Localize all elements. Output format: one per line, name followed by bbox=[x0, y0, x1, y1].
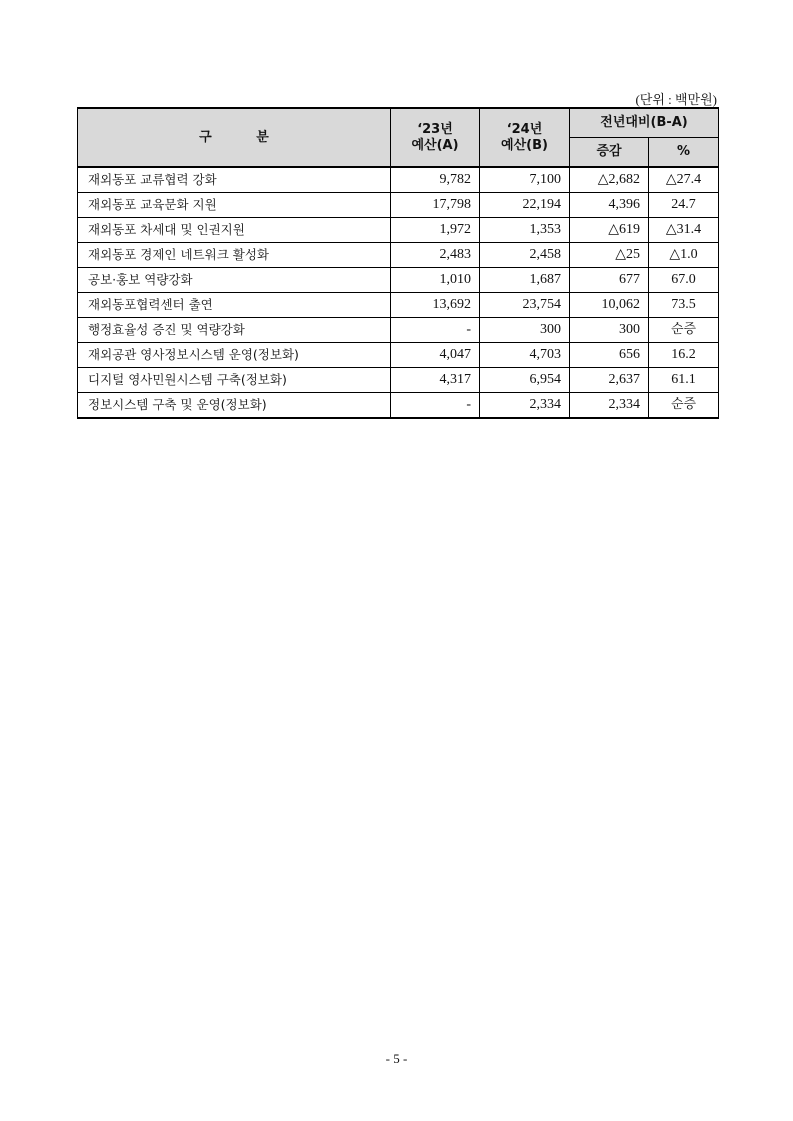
cell-percent: 61.1 bbox=[649, 368, 719, 393]
header-budget-23-label: 예산(A) bbox=[411, 137, 459, 153]
header-category: 구 분 bbox=[78, 108, 391, 167]
header-budget-24-label: 예산(B) bbox=[501, 137, 548, 153]
cell-budget-23: 4,317 bbox=[391, 368, 480, 393]
cell-category: 재외공관 영사정보시스템 운영(정보화) bbox=[78, 343, 391, 368]
table-row bbox=[78, 343, 719, 368]
cell-percent: 67.0 bbox=[649, 268, 719, 293]
cell-budget-24: 2,334 bbox=[480, 393, 570, 419]
header-row-1 bbox=[78, 108, 719, 138]
cell-percent: 73.5 bbox=[649, 293, 719, 318]
header-budget-23 bbox=[391, 108, 480, 167]
cell-category: 디지털 영사민원시스템 구축(정보화) bbox=[78, 368, 391, 393]
table-row bbox=[78, 218, 719, 243]
cell-diff: △619 bbox=[570, 218, 649, 243]
cell-percent: 순증 bbox=[649, 393, 719, 419]
cell-budget-24: 6,954 bbox=[480, 368, 570, 393]
cell-budget-24: 7,100 bbox=[480, 167, 570, 193]
cell-category: 행정효율성 증진 및 역량강화 bbox=[78, 318, 391, 343]
cell-budget-23: 1,010 bbox=[391, 268, 480, 293]
cell-category: 재외동포 경제인 네트워크 활성화 bbox=[78, 243, 391, 268]
cell-percent: △27.4 bbox=[649, 167, 719, 193]
cell-budget-24: 300 bbox=[480, 318, 570, 343]
table-row bbox=[78, 318, 719, 343]
cell-category: 재외동포 교류협력 강화 bbox=[78, 167, 391, 193]
cell-category: 재외동포협력센터 출연 bbox=[78, 293, 391, 318]
cell-category: 정보시스템 구축 및 운영(정보화) bbox=[78, 393, 391, 419]
cell-diff: 4,396 bbox=[570, 193, 649, 218]
cell-category: 재외동포 교육문화 지원 bbox=[78, 193, 391, 218]
cell-percent: 24.7 bbox=[649, 193, 719, 218]
header-budget-23-year: ‘23년 bbox=[417, 121, 453, 137]
cell-percent: △1.0 bbox=[649, 243, 719, 268]
cell-category: 공보·홍보 역량강화 bbox=[78, 268, 391, 293]
cell-diff: △2,682 bbox=[570, 167, 649, 193]
cell-percent: 순증 bbox=[649, 318, 719, 343]
cell-budget-23: 17,798 bbox=[391, 193, 480, 218]
cell-category: 재외동포 차세대 및 인권지원 bbox=[78, 218, 391, 243]
cell-diff: 300 bbox=[570, 318, 649, 343]
cell-budget-23: 13,692 bbox=[391, 293, 480, 318]
cell-budget-24: 1,687 bbox=[480, 268, 570, 293]
cell-diff: 2,334 bbox=[570, 393, 649, 419]
table-row bbox=[78, 193, 719, 218]
table-body bbox=[78, 167, 719, 418]
cell-budget-24: 2,458 bbox=[480, 243, 570, 268]
unit-note: (단위 : 백만원) bbox=[635, 92, 717, 107]
cell-diff: 2,637 bbox=[570, 368, 649, 393]
cell-diff: △25 bbox=[570, 243, 649, 268]
header-diff-percent: % bbox=[649, 138, 719, 168]
cell-diff: 677 bbox=[570, 268, 649, 293]
cell-budget-23: - bbox=[391, 393, 480, 419]
cell-diff: 10,062 bbox=[570, 293, 649, 318]
header-budget-24-year: ‘24년 bbox=[506, 121, 543, 137]
cell-diff: 656 bbox=[570, 343, 649, 368]
cell-budget-24: 23,754 bbox=[480, 293, 570, 318]
table-row bbox=[78, 268, 719, 293]
cell-budget-24: 22,194 bbox=[480, 193, 570, 218]
header-diff-amount: 증감 bbox=[570, 138, 649, 168]
cell-budget-23: - bbox=[391, 318, 480, 343]
header-diff-group: 전년대비(B-A) bbox=[570, 108, 719, 138]
page-number: - 5 - bbox=[385, 1051, 408, 1066]
table-row bbox=[78, 243, 719, 268]
table-row bbox=[78, 167, 719, 193]
cell-percent: △31.4 bbox=[649, 218, 719, 243]
cell-budget-23: 2,483 bbox=[391, 243, 480, 268]
cell-budget-24: 4,703 bbox=[480, 343, 570, 368]
table-row bbox=[78, 393, 719, 419]
cell-budget-24: 1,353 bbox=[480, 218, 570, 243]
header-budget-24 bbox=[480, 108, 570, 167]
cell-budget-23: 1,972 bbox=[391, 218, 480, 243]
budget-table bbox=[77, 107, 719, 419]
cell-budget-23: 4,047 bbox=[391, 343, 480, 368]
table-row bbox=[78, 293, 719, 318]
cell-percent: 16.2 bbox=[649, 343, 719, 368]
cell-budget-23: 9,782 bbox=[391, 167, 480, 193]
table-row bbox=[78, 368, 719, 393]
